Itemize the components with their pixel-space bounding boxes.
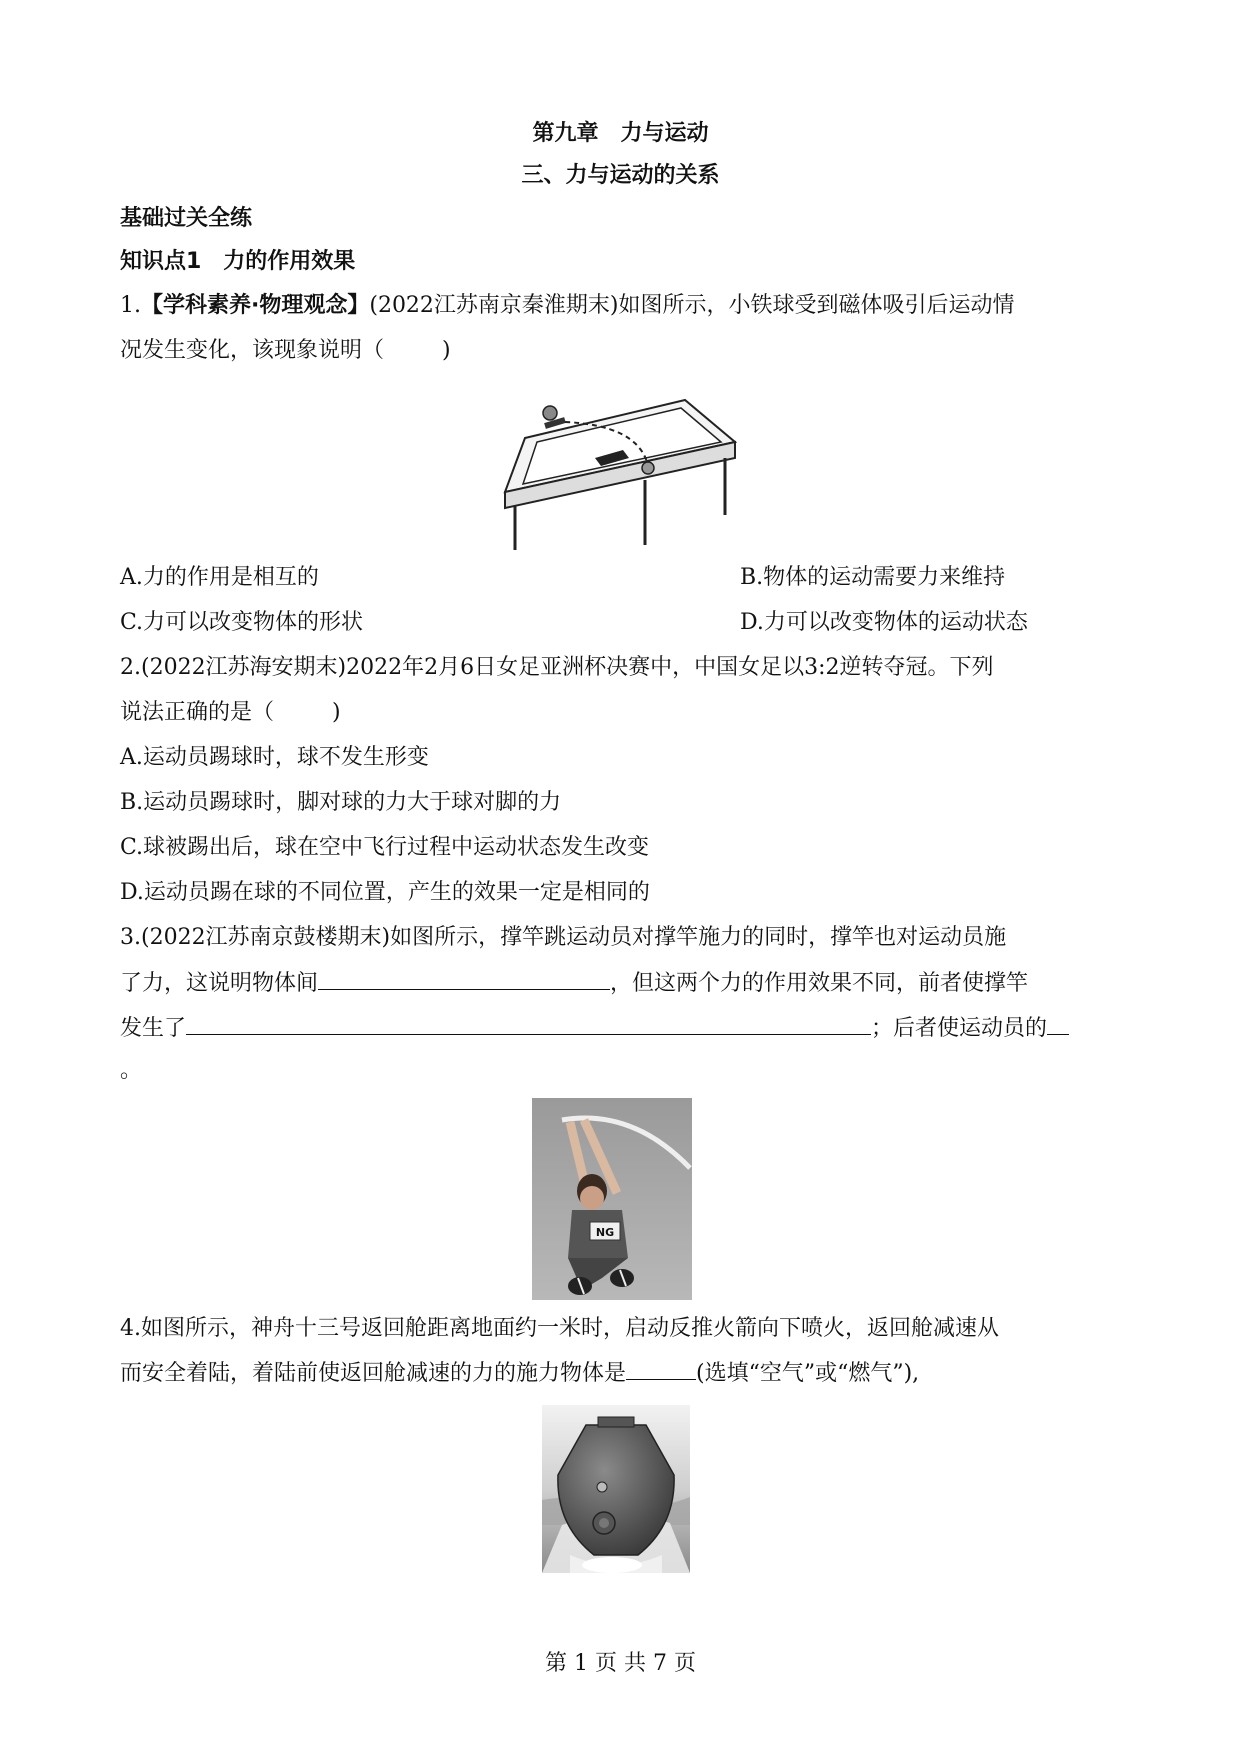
q1-option-c: C.力可以改变物体的形状 <box>120 610 364 635</box>
q1-line2 <box>120 335 1125 367</box>
q4-line2 <box>120 1357 1125 1390</box>
q1-line1 <box>120 290 1125 322</box>
chapter-title: 第九章 力与运动 <box>532 121 709 146</box>
q1-option-row1 <box>120 562 1125 594</box>
q1-text-line2: 况发生变化，该现象说明（ <box>120 338 385 363</box>
q2-option-a: A.运动员踢球时，球不发生形变 <box>120 745 429 770</box>
q3-text-line2b: ，但这两个力的作用效果不同，前者使撑竿 <box>610 971 1029 996</box>
q3-blank-3[interactable] <box>1047 1012 1069 1035</box>
q2-text-line2: 说法正确的是（ <box>120 700 275 725</box>
q1-paren-close: ) <box>442 338 451 363</box>
q3-line1: 3.(2022江苏南京鼓楼期末)如图所示，撑竿跳运动员对撑竿施力的同时，撑竿也对运动员施 <box>120 925 1007 950</box>
q2-option-d: D.运动员踢在球的不同位置，产生的效果一定是相同的 <box>120 880 650 905</box>
return-capsule-photo <box>542 1405 690 1573</box>
q1-tag: 【学科素养·物理观念】 <box>141 293 370 318</box>
q4-text-line2a: 而安全着陆，着陆前使返回舱减速的力的施力物体是 <box>120 1361 627 1386</box>
q1-number: 1. <box>120 293 141 318</box>
exercise-heading: 基础过关全练 <box>120 206 253 231</box>
q1-text-line1: (2022江苏南京秦淮期末)如图所示，小铁球受到磁体吸引后运动情 <box>369 293 1015 318</box>
q3-blank-1[interactable] <box>318 967 610 990</box>
q3-line3 <box>120 1012 1125 1045</box>
knowledge-point-heading: 知识点1 力的作用效果 <box>120 249 356 274</box>
ball-magnet-table-figure <box>495 380 745 555</box>
q1-option-a: A.力的作用是相互的 <box>120 565 319 590</box>
q1-option-d: D.力可以改变物体的运动状态 <box>740 610 1028 635</box>
q2-option-c: C.球被踢出后，球在空中飞行过程中运动状态发生改变 <box>120 835 650 860</box>
q4-blank-1[interactable] <box>626 1357 696 1380</box>
q3-text-line2a: 了力，这说明物体间 <box>120 971 319 996</box>
q2-option-b: B.运动员踢球时，脚对球的力大于球对脚的力 <box>120 790 562 815</box>
section-title: 三、力与运动的关系 <box>521 163 720 188</box>
q3-line4: 。 <box>120 1058 143 1083</box>
q3-blank-2[interactable] <box>186 1012 871 1035</box>
q2-paren-close: ) <box>332 700 341 725</box>
q2-line1: 2.(2022江苏海安期末)2022年2月6日女足亚洲杯决赛中，中国女足以3:2逆转夺冠。下列 <box>120 655 994 680</box>
page-footer: 第 1 页 共 7 页 <box>545 1651 696 1676</box>
q1-option-b: B.物体的运动需要力来维持 <box>740 565 1006 590</box>
q3-text-line3b: ；后者使运动员的 <box>871 1016 1048 1041</box>
q2-line2 <box>120 697 1125 729</box>
q4-line1: 4.如图所示，神舟十三号返回舱距离地面约一米时，启动反推火箭向下喷火，返回舱减速从 <box>120 1316 999 1341</box>
q3-text-line3a: 发生了 <box>120 1016 187 1041</box>
q3-line2 <box>120 967 1125 1000</box>
athlete-bib: NG <box>595 1226 615 1239</box>
q1-option-row2 <box>120 607 1125 639</box>
q4-text-line2b: (选填“空气”或“燃气”), <box>696 1361 920 1386</box>
pole-vaulter-photo <box>532 1098 692 1300</box>
